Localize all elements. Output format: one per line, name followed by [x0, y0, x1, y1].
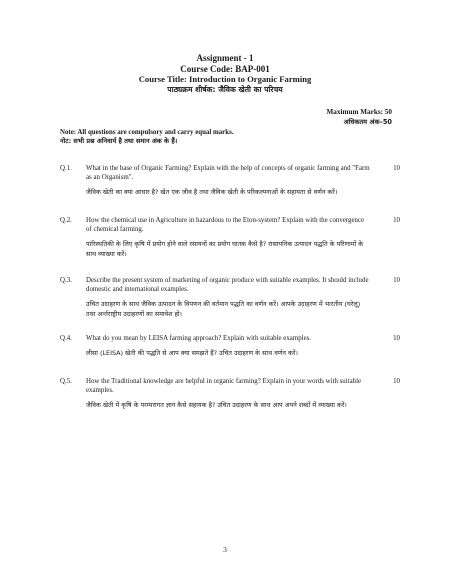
maximum-marks-hindi: अधिकतम अंक–50 [343, 117, 392, 126]
note-hindi: नोट: सभी प्रश्न अनिवार्य है तथा समान अंक के हैं। [60, 137, 178, 145]
question-number: Q.4. [60, 335, 72, 342]
question-number: Q.2. [60, 217, 72, 224]
question-text-english: How the Traditional knowledge are helpful in organic farming? Explain in your words with suitable examples. [86, 378, 362, 394]
question-text-english: Describe the present system of marketing of organic produce with suitable examples. It should include domestic and international examples. [86, 277, 369, 293]
question-text-english: What do you mean by LEISA farming approach? Explain with suitable examples. [86, 335, 312, 342]
question-body [86, 277, 370, 319]
question-body [86, 165, 370, 197]
course-title-hindi: पाठ्यक्रम शीर्षक: जैविक खेती का परिचय [167, 84, 283, 94]
question-number: Q.1. [60, 165, 72, 172]
question-text-hindi: लीसा (LEISA) खेती की पद्धति से आप क्या समझते हैं? उचित उदाहरण के साथ वर्णन करें। [86, 348, 298, 357]
instructions-note [60, 128, 400, 146]
question-marks: 10 [393, 277, 400, 284]
question-marks: 10 [393, 335, 400, 342]
course-code: Course Code: BAP-001 [180, 63, 270, 74]
question-marks: 10 [393, 217, 400, 224]
question-body [86, 217, 370, 259]
question-marks: 10 [393, 165, 400, 172]
maximum-marks-english: Maximum Marks: 50 [326, 108, 392, 116]
question-text-hindi: जैविक खेती का क्या आधार है? खेत एक जीव है तथा जैविक खेती के परिकल्पनाओं के सहायता से वर्णन करें। [86, 187, 338, 196]
question-text-english: What in the base of Organic Farming? Explain with the help of concepts of organic farming and "Farm as an Organism". [86, 165, 370, 181]
question-body [86, 378, 370, 410]
question-marks: 10 [393, 378, 400, 385]
maximum-marks [327, 108, 392, 127]
course-title: Course Title: Introduction to Organic Farming [138, 74, 312, 84]
question-text-english: How the chemical use in Agriculture in hazardous to the Eton-system? Explain with the convergence of chemical farming. [86, 217, 365, 233]
question-text-hindi: उचित उदाहरण के साथ जैविक उत्पादन के विपणन की वर्तमान पद्धति का वर्णन करें। आपके उदाहरण में भारतीय (घरेलू) तथा अर्न्तराष्ट्रीय उदाहरणों का समावेश हो। [86, 299, 361, 318]
question-text-hindi: पारिस्थतिकी के लिए कृषि में प्रयोग होने वाले रसायनों का प्रयोग घातक कैसे है? रासायनिक उत्पादन पद्धति के परिणामों के साथ व्याख्या करें। [86, 239, 364, 258]
page-number: 3 [223, 545, 227, 554]
question-number: Q.5. [60, 378, 72, 385]
question-body [86, 335, 370, 358]
note-english: Note: All questions are compulsory and carry equal marks. [60, 129, 234, 136]
question-text-hindi: जैविक खेती में कृषि के परम्परागत ज्ञान कैसे सहायक है? उचित उदाहरण के साथ आप अपने शब्दों में व्याख्या करें। [86, 400, 347, 409]
question-number: Q.3. [60, 277, 72, 284]
assignment-title: Assignment - 1 [196, 53, 254, 63]
assignment-header [0, 53, 450, 95]
